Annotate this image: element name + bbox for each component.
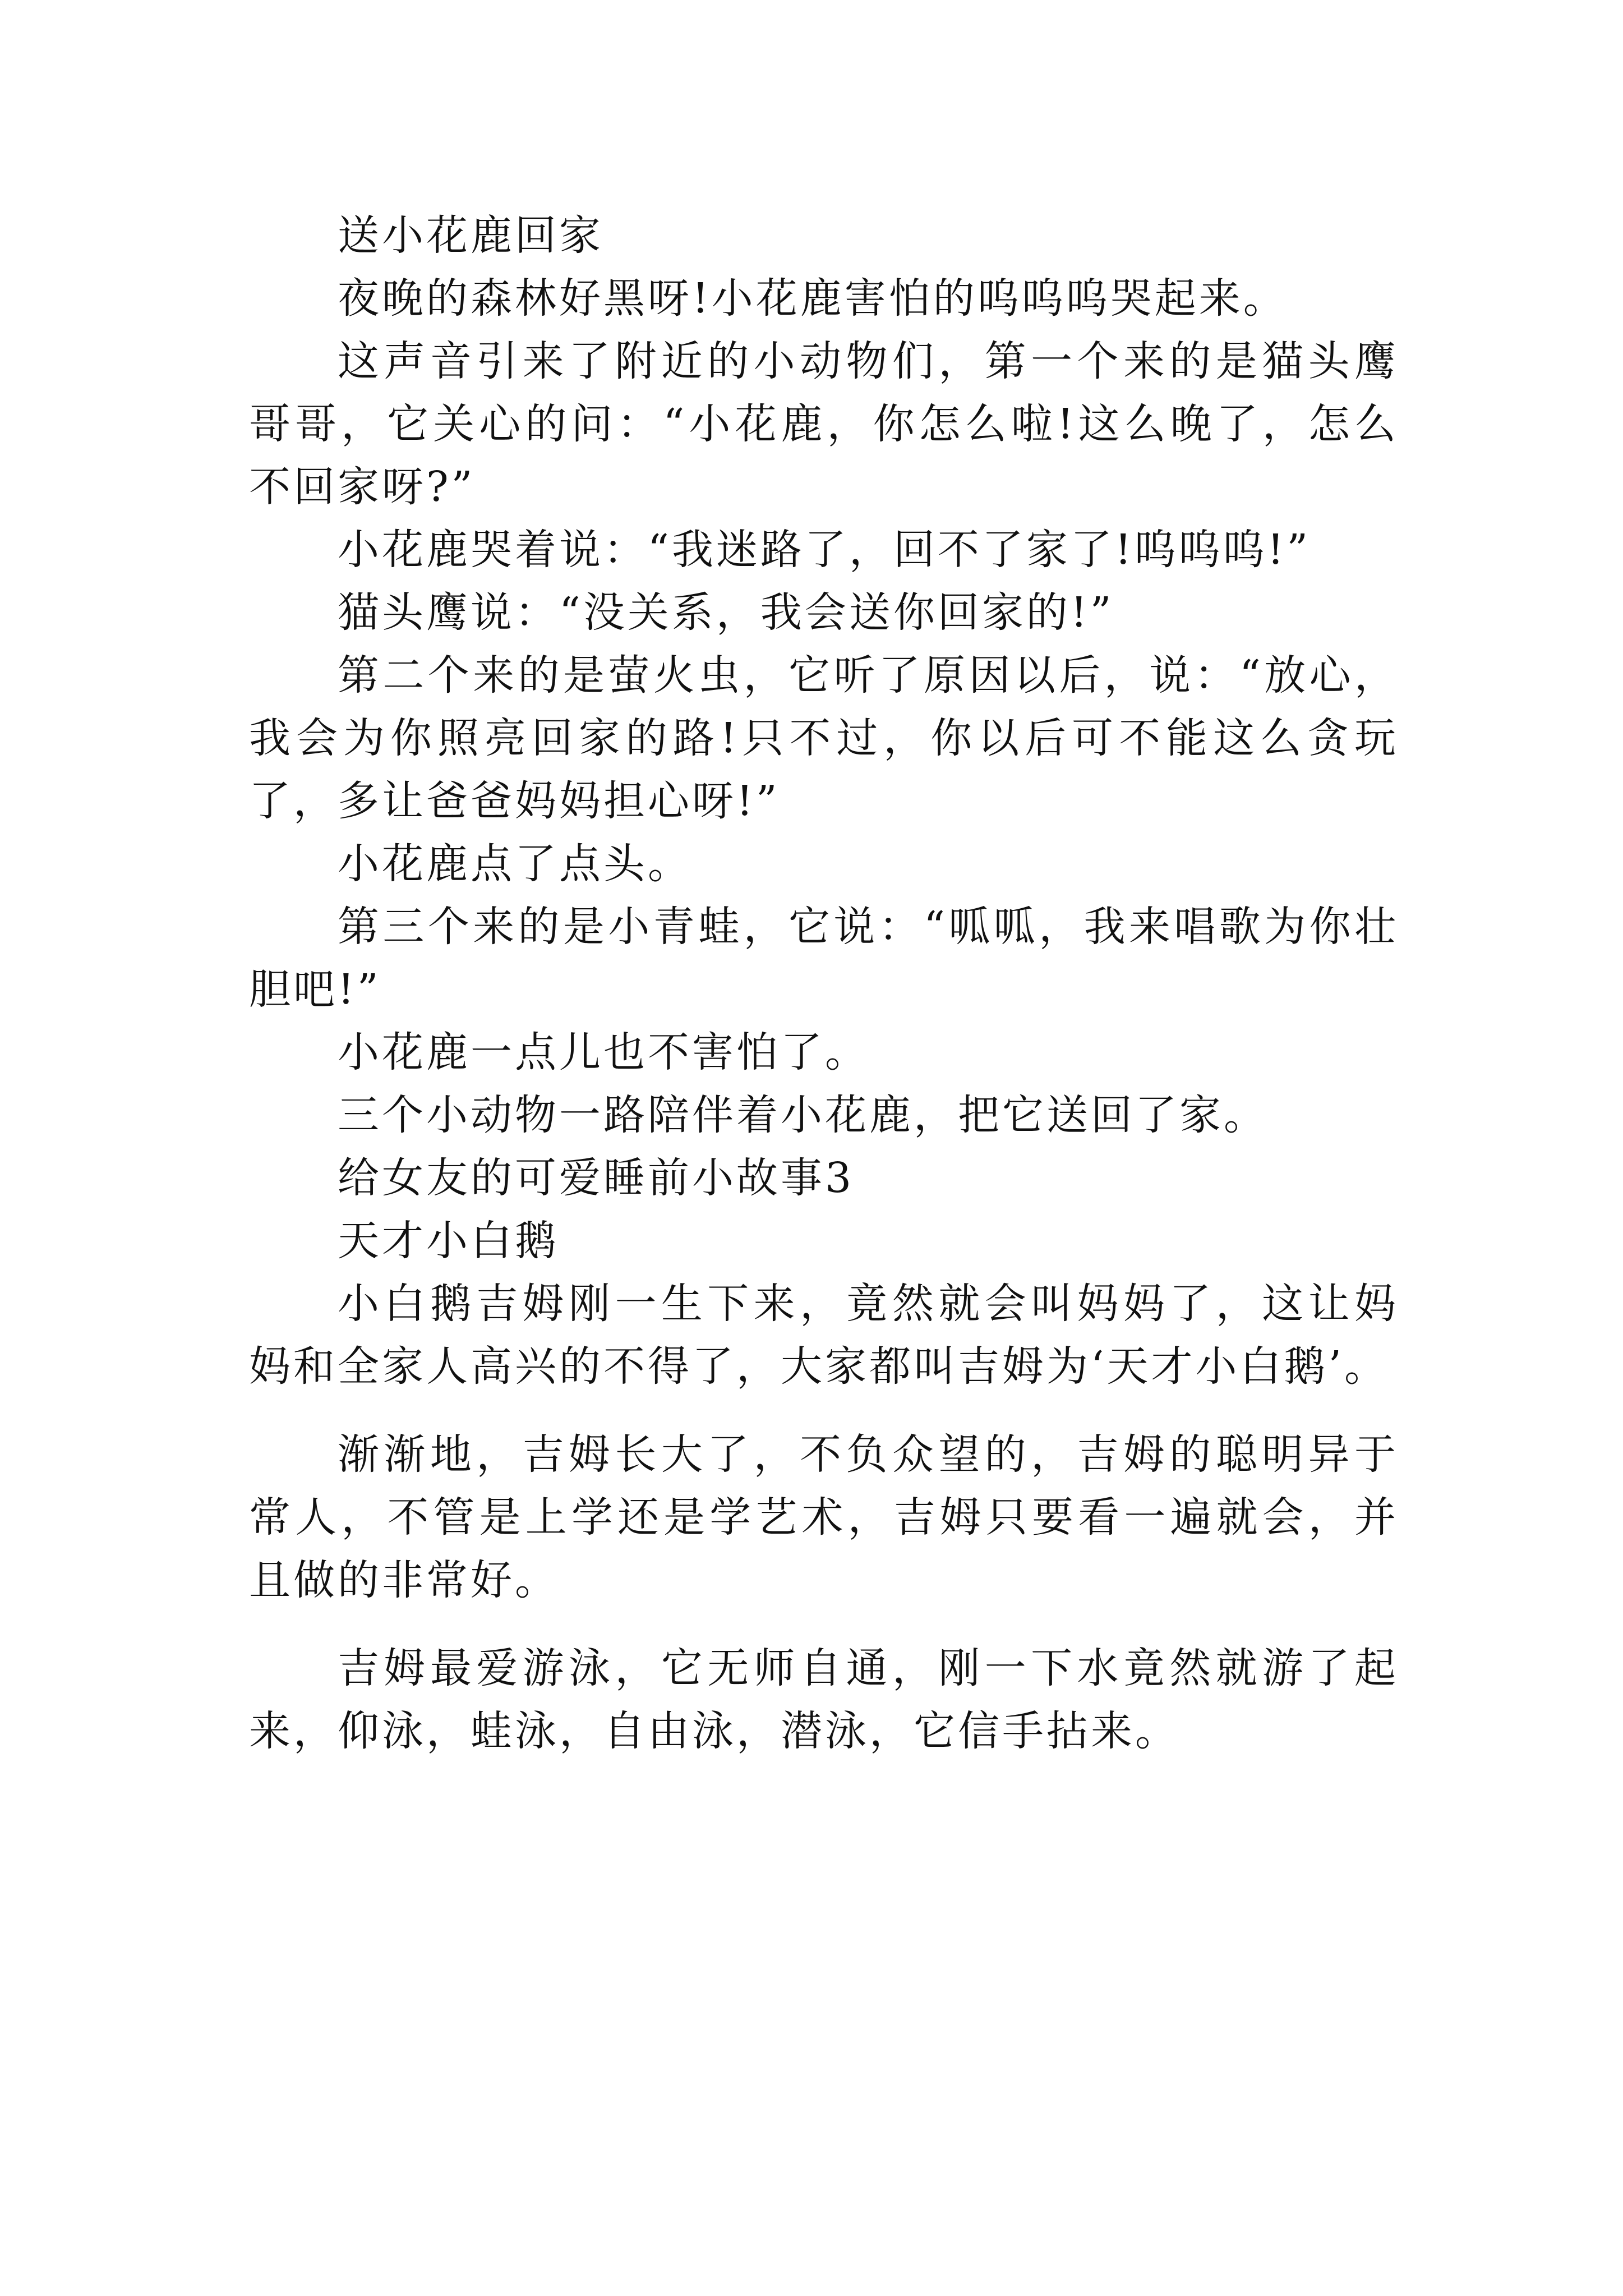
document-body [249, 204, 1399, 1763]
body-paragraph: 渐渐地，吉姆长大了，不负众望的，吉姆的聪明异于常人，不管是上学还是学艺术，吉姆只要看一遍就会，并且做的非常好。 [249, 1430, 1399, 1604]
body-paragraph: 这声音引来了附近的小动物们，第一个来的是猫头鹰哥哥，它关心的问：“小花鹿，你怎么啦!这么晚了，怎么不回家呀?” [249, 337, 1399, 511]
body-paragraph: 小花鹿哭着说：“我迷路了，回不了家了!呜呜呜!” [338, 526, 1311, 574]
body-paragraph: 第二个来的是萤火虫，它听了原因以后，说：“放心，我会为你照亮回家的路!只不过，你以后可不能这么贪玩了，多让爸爸妈妈担心呀!” [249, 651, 1399, 825]
body-paragraph: 小白鹅吉姆刚一生下来，竟然就会叫妈妈了，这让妈妈和全家人高兴的不得了，大家都叫吉姆为‘天才小白鹅’。 [249, 1280, 1399, 1391]
body-paragraph: 小花鹿点了点头。 [338, 840, 692, 888]
body-paragraph: 小花鹿一点儿也不害怕了。 [338, 1028, 869, 1076]
body-paragraph: 吉姆最爱游泳，它无师自通，刚一下水竟然就游了起来，仰泳，蛙泳，自由泳，潜泳，它信手拈来。 [249, 1644, 1399, 1755]
body-paragraph: 三个小动物一路陪伴着小花鹿，把它送回了家。 [338, 1091, 1268, 1139]
story-title-paragraph: 送小花鹿回家 [338, 211, 603, 260]
body-paragraph: 夜晚的森林好黑呀!小花鹿害怕的呜呜呜哭起来。 [338, 274, 1288, 323]
story-title-paragraph: 天才小白鹅 [338, 1217, 559, 1265]
body-paragraph: 猫头鹰说：“没关系，我会送你回家的!” [338, 588, 1114, 637]
body-paragraph: 第三个来的是小青蛙，它说：“呱呱，我来唱歌为你壮胆吧!” [249, 903, 1399, 1014]
section-heading-paragraph: 给女友的可爱睡前小故事3 [338, 1154, 855, 1202]
